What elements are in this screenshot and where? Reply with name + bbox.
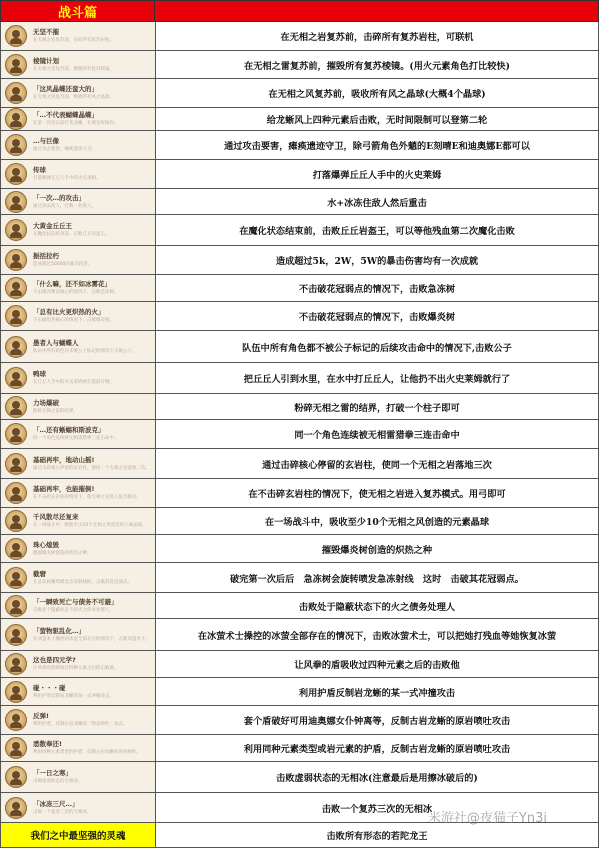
header-fill — [155, 0, 599, 22]
achievement-badge-icon — [5, 219, 27, 241]
achievement-badge-icon — [5, 653, 27, 675]
achievement-name: 鸭球 — [33, 370, 46, 378]
method-cell: 破完第一次后后 急冻树会旋转喷发急冻射线 这时 击破其花冠弱点。 — [155, 563, 599, 593]
method-cell: 击败所有形态的若陀龙王 — [155, 823, 599, 848]
achievement-name: 基础再牢，也能摧倒! — [33, 485, 95, 493]
table-row — [0, 363, 599, 394]
achievement-badge-icon — [5, 423, 27, 445]
achievement-name: 棱镜计划 — [33, 56, 59, 65]
achievement-name: 碰・・・碰 — [33, 683, 66, 692]
table-row — [0, 706, 599, 735]
method-cell: 在不击碎玄岩柱的情况下，使无相之岩进入复苏模式。用弓即可 — [155, 479, 599, 508]
achievement-text — [33, 656, 119, 672]
achievement-subtext: 在急冻树蓄势喷发急冻射线时，击破其花冠弱点。 — [33, 579, 132, 585]
method-cell: 在魔化状态结束前，击败丘丘岩盔王，可以等他残血第二次魔化击败 — [155, 215, 599, 246]
method-cell: 让风拳的盾吸收过四种元素之后的击败他 — [155, 651, 599, 678]
table-row — [0, 215, 599, 246]
achievement-text — [33, 598, 118, 614]
achievement-subtext: 在丘丘人手中的火史莱姆被打落前打倒。 — [33, 380, 114, 385]
achievement-subtext: 在不击碎玄岩柱的情况下，使无相之岩进入复苏模式。 — [33, 495, 141, 500]
method-cell: 队伍中所有角色都不被公子标记的后续攻击命中的情况下,击败公子 — [155, 331, 599, 363]
achievement-cell — [0, 215, 155, 246]
method-cell: 造成超过5k，2W，5W的暴击伤害均有一次成就 — [155, 246, 599, 275]
method-cell: 通过击碎核心停留的玄岩柱，使同一个无相之岩落地三次 — [155, 449, 599, 479]
achievement-text — [33, 57, 114, 73]
table-row — [0, 678, 599, 706]
achievement-name: 珠心熄毁 — [33, 540, 59, 549]
method-cell: 击败虚弱状态的无相冰(注意最后是用擦冰破后的) — [155, 762, 599, 793]
achievement-text — [33, 111, 119, 127]
method-cell: 击败一个复苏三次的无相冰 — [155, 793, 599, 823]
achievement-text — [33, 194, 96, 210]
method-cell: 套个盾破好可用迪奥娜女仆钟离等，反制古岩龙蜥的原岩喷吐攻击 — [155, 706, 599, 735]
achievement-badge-icon — [5, 567, 27, 589]
table-row — [0, 108, 599, 131]
achievement-subtext: 不击破炽热核心的情况下，击败爆炎树。 — [33, 318, 114, 323]
achievement-subtext: 让风拳的盾吸收过四种元素之后的击败他。 — [33, 666, 119, 671]
achievement-name: 传球 — [33, 166, 46, 174]
achievement-badge-icon — [5, 709, 27, 731]
achievement-cell — [0, 79, 155, 108]
achievement-text — [33, 684, 114, 700]
achievement-cell — [0, 363, 155, 394]
table-row — [0, 449, 599, 479]
table-row — [0, 394, 599, 420]
achievement-text — [33, 280, 119, 296]
achievement-badge-icon — [5, 54, 27, 76]
achievement-text — [33, 769, 83, 785]
method-cell: 不击破花冠弱点的情况下，击败爆炎树 — [155, 302, 599, 331]
achievement-name: 无坚不摧 — [33, 28, 59, 36]
achievement-badge-icon — [5, 624, 27, 646]
achievement-cell — [0, 535, 155, 563]
achievement-subtext: 队伍中所有角色在未被公子标记的情况下击败公子。 — [33, 348, 137, 354]
achievement-badge-icon — [5, 305, 27, 327]
achievement-name: 「…不代表蝴蝶晶蝶」 — [33, 111, 98, 119]
achievement-text — [33, 541, 92, 557]
achievement-cell — [0, 706, 155, 735]
achievement-text — [33, 627, 150, 643]
achievement-name: 「总有比火更炽热的火」 — [33, 308, 105, 316]
table-row — [0, 563, 599, 593]
achievement-cell — [0, 762, 155, 793]
achievement-cell — [0, 593, 155, 619]
achievement-subtext: 摧毁爆炎树创造的炽热之种。 — [33, 550, 92, 556]
table-row — [0, 651, 599, 678]
method-cell: 在无相之岩复苏前，击碎所有复苏岩柱，可联机 — [155, 22, 599, 51]
achievement-badge-icon — [5, 108, 27, 130]
achievement-cell — [0, 479, 155, 508]
section-title: 战斗篇 — [0, 0, 155, 22]
achievement-subtext: 击败处于隐蔽状态下的火之债务处理人。 — [33, 607, 114, 613]
achievement-name: 千风散尽还复来 — [33, 513, 79, 521]
achievement-badge-icon — [5, 82, 27, 104]
achievement-name: 「萤物驱乱化…」 — [33, 626, 85, 635]
table-row-final — [0, 823, 599, 848]
achievement-name: 截窘 — [33, 569, 46, 578]
achievement-cell — [0, 651, 155, 678]
achievement-cell — [0, 420, 155, 449]
achievement-cell — [0, 508, 155, 535]
achievement-subtext: 打落爆弹丘丘人手中的火史莱姆。 — [33, 176, 101, 181]
achievement-name: 「…还有蜥蜴和斯波克」 — [33, 426, 105, 434]
watermark: 米游社@夜猫子Yn3i — [427, 811, 547, 826]
achievement-subtext: 不击破冰雾花核心的情况下，击败急冻树。 — [33, 290, 119, 295]
achievement-name: 「冰冻三尺…」 — [33, 799, 79, 808]
table-row — [0, 275, 599, 302]
achievement-cell — [0, 246, 155, 275]
achievement-cell — [0, 51, 155, 79]
achievement-name: 振括拉朽 — [33, 252, 59, 260]
achievement-text — [33, 399, 78, 415]
table-row — [0, 420, 599, 449]
method-cell: 打落爆弹丘丘人手中的火史莱姆 — [155, 160, 599, 189]
achievement-text — [33, 166, 101, 182]
achievement-subtext: 粉碎无相之雷的结界。 — [33, 408, 78, 414]
achievement-badge-icon — [5, 163, 27, 185]
achievement-cell — [0, 275, 155, 302]
achievement-name: 「这风晶蝶还蛮大的」 — [33, 85, 98, 93]
achievement-text — [33, 85, 114, 101]
achievement-text — [33, 28, 114, 44]
achievement-name: 愚者人与蝴蝶人 — [33, 338, 79, 347]
achievement-text — [33, 456, 150, 472]
method-cell: 不击破花冠弱点的情况下，击败急冻树 — [155, 275, 599, 302]
achievement-subtext: 在冰萤术士操控的冰萤全部存在的情况下，击败冰萤术士。 — [33, 636, 150, 642]
achievement-subtext: 击败一个复苏三次的无相冰。 — [33, 809, 92, 815]
achievement-cell — [0, 331, 155, 363]
achievement-badge-icon — [5, 277, 27, 299]
achievement-text — [33, 339, 137, 355]
table-row — [0, 619, 599, 651]
achievement-text — [33, 800, 92, 816]
achievement-cell — [0, 563, 155, 593]
achievement-badge-icon — [5, 367, 27, 389]
achievement-name: …与巨像 — [33, 137, 59, 145]
achievement-name: 「什么嘛，还不如冰雾花」 — [33, 280, 111, 288]
achievement-badge-icon — [5, 191, 27, 213]
method-cell: 把丘丘人引到水里，在水中打丘丘人，让他扔不出火史莱姆就行了 — [155, 363, 599, 394]
achievement-name: 「一瞬致死亡与债务不可避」 — [33, 597, 118, 606]
table-row — [0, 535, 599, 563]
method-cell: 在冰萤术士操控的冰萤全部存在的情况下，击败冰萤术士，可以把她打残血等她恢复冰萤 — [155, 619, 599, 651]
achievement-subtext: 利用同种元素类型的护盾，反制古岩龙蜥的原岩喷吐。 — [33, 750, 141, 755]
achievement-badge-icon — [5, 510, 27, 532]
achievement-text — [33, 485, 141, 501]
achievement-subtext: 通过击碎核心停留的玄岩柱，使同一个无相之岩落地三次。 — [33, 465, 150, 471]
achievement-name: 大黄金丘丘王 — [33, 222, 72, 230]
achievement-subtext: 击败虚弱状态的无相冰。 — [33, 779, 83, 784]
achievement-cell — [0, 735, 155, 762]
achievement-subtext: 在魔化状态结束前，击败丘丘岩盔王。 — [33, 232, 110, 237]
achievement-subtext: 利用护盾，反制古岩龙蜥的「熔岩喷吐」攻击。 — [33, 722, 128, 727]
method-cell: 同一个角色连续被无相雷猎拳三连击命中 — [155, 420, 599, 449]
table-row — [0, 735, 599, 762]
achievement-cell — [0, 108, 155, 131]
achievement-cell — [0, 793, 155, 823]
achievement-cell — [0, 22, 155, 51]
achievement-cell-highlighted — [0, 823, 155, 848]
achievement-subtext: 在第一次攻击前打死龙蜥，在规定时间内。 — [33, 121, 119, 126]
achievement-badge-icon — [5, 336, 27, 358]
table-row — [0, 22, 599, 51]
achievement-badge-icon — [5, 134, 27, 156]
achievement-text — [33, 252, 92, 268]
table-row — [0, 331, 599, 363]
achievement-name: 力场爆破 — [33, 398, 59, 407]
achievement-subtext: 在无相之岩复苏前，击碎所有复苏岩柱。 — [33, 38, 114, 43]
achievement-cell — [0, 394, 155, 420]
achievement-name: 反弹! — [33, 712, 49, 720]
achievement-cell — [0, 678, 155, 706]
achievement-text — [33, 513, 147, 529]
achievement-cell — [0, 160, 155, 189]
achievement-text — [33, 570, 132, 586]
achievement-badge-icon — [5, 538, 27, 560]
achievement-name: 基础再牢，地动山摇! — [33, 455, 95, 464]
method-cell: 在无相之风复苏前，吸收所有风之晶球(大概4个晶球) — [155, 79, 599, 108]
achievement-subtext: 通过攻击要害，瘫痪遗迹守卫。 — [33, 147, 96, 152]
method-cell: 击败处于隐蔽状态下的火之债务处理人 — [155, 593, 599, 619]
table-row — [0, 189, 599, 215]
achievement-subtext: 同一个角色连续被无相雷猎拳三连击命中。 — [33, 436, 119, 441]
achievement-badge-icon — [5, 766, 27, 788]
achievement-subtext: 通过冰冻敌人，打败一名敌人。 — [33, 203, 96, 209]
table-row — [0, 160, 599, 189]
achievement-subtext: 造成超过50000的暴击伤害。 — [33, 262, 93, 267]
achievement-subtext: 利用护盾反制岩龙蜥的某一式冲撞攻击。 — [33, 693, 114, 699]
table-row — [0, 479, 599, 508]
table-row — [0, 131, 599, 160]
achievement-subtext: 在一场战斗中，吸收至少10个无相之风创造的元素晶球。 — [33, 523, 147, 528]
table-row — [0, 302, 599, 331]
achievement-badge-icon — [5, 595, 27, 617]
achievement-cell — [0, 189, 155, 215]
achievement-cell — [0, 302, 155, 331]
table-row — [0, 246, 599, 275]
achievement-text — [33, 426, 119, 442]
method-cell: 在无相之雷复苏前，摧毁所有复苏棱镜。(用火元素角色打比较快) — [155, 51, 599, 79]
achievement-text — [33, 222, 110, 238]
table-header — [0, 0, 599, 22]
achievement-badge-icon — [5, 482, 27, 504]
achievement-badge-icon — [5, 737, 27, 759]
table-row — [0, 593, 599, 619]
achievement-text — [33, 370, 114, 386]
achievement-text — [33, 712, 128, 728]
table-row — [0, 508, 599, 535]
method-cell: 水+冰冻住敌人然后重击 — [155, 189, 599, 215]
table-row — [0, 762, 599, 793]
method-cell: 利用护盾反制岩龙蜥的某一式冲撞攻击 — [155, 678, 599, 706]
achievement-badge-icon — [5, 396, 27, 418]
achievement-badge-icon — [5, 797, 27, 819]
achievement-badge-icon — [5, 453, 27, 475]
achievement-badge-icon — [5, 25, 27, 47]
method-cell: 给龙蜥风上四种元素后击败，无时间限制可以登第二轮 — [155, 108, 599, 131]
achievement-text — [33, 137, 96, 153]
achievement-cell — [0, 449, 155, 479]
table-row — [0, 79, 599, 108]
achievement-text — [33, 308, 114, 324]
method-cell: 利用同种元素类型或岩元素的护盾，反制古岩龙蜥的原岩喷吐攻击 — [155, 735, 599, 762]
method-cell: 通过攻击要害，瘫痪遗迹守卫，除弓箭角色外魈的E刻晴E和迪奥娜E都可以 — [155, 131, 599, 160]
method-cell: 在一场战斗中，吸收至少10个无相之风创造的元素晶球 — [155, 508, 599, 535]
method-cell: 粉碎无相之雷的结界，打破一个柱子即可 — [155, 394, 599, 420]
table-row — [0, 51, 599, 79]
achievement-cell — [0, 131, 155, 160]
achievement-name: 「一日之寒」 — [33, 769, 72, 777]
achievement-name: 悉数奉还! — [33, 740, 62, 748]
achievement-text — [33, 740, 141, 756]
achievement-name: 「一次…的攻击」 — [33, 193, 85, 202]
achievement-subtext: 在无相之雷复苏前，摧毁所有复苏棱镜。 — [33, 66, 114, 72]
achievement-badge-icon — [5, 249, 27, 271]
achievement-name: 这也是四元学? — [33, 656, 76, 664]
achievement-name: 我们之中最坚强的灵魂 — [30, 831, 126, 842]
method-cell: 摧毁爆炎树创造的炽热之种 — [155, 535, 599, 563]
achievement-cell — [0, 619, 155, 651]
achievement-subtext: 在无相之风复苏前，吸收所有风之晶球。 — [33, 95, 114, 100]
achievement-badge-icon — [5, 681, 27, 703]
